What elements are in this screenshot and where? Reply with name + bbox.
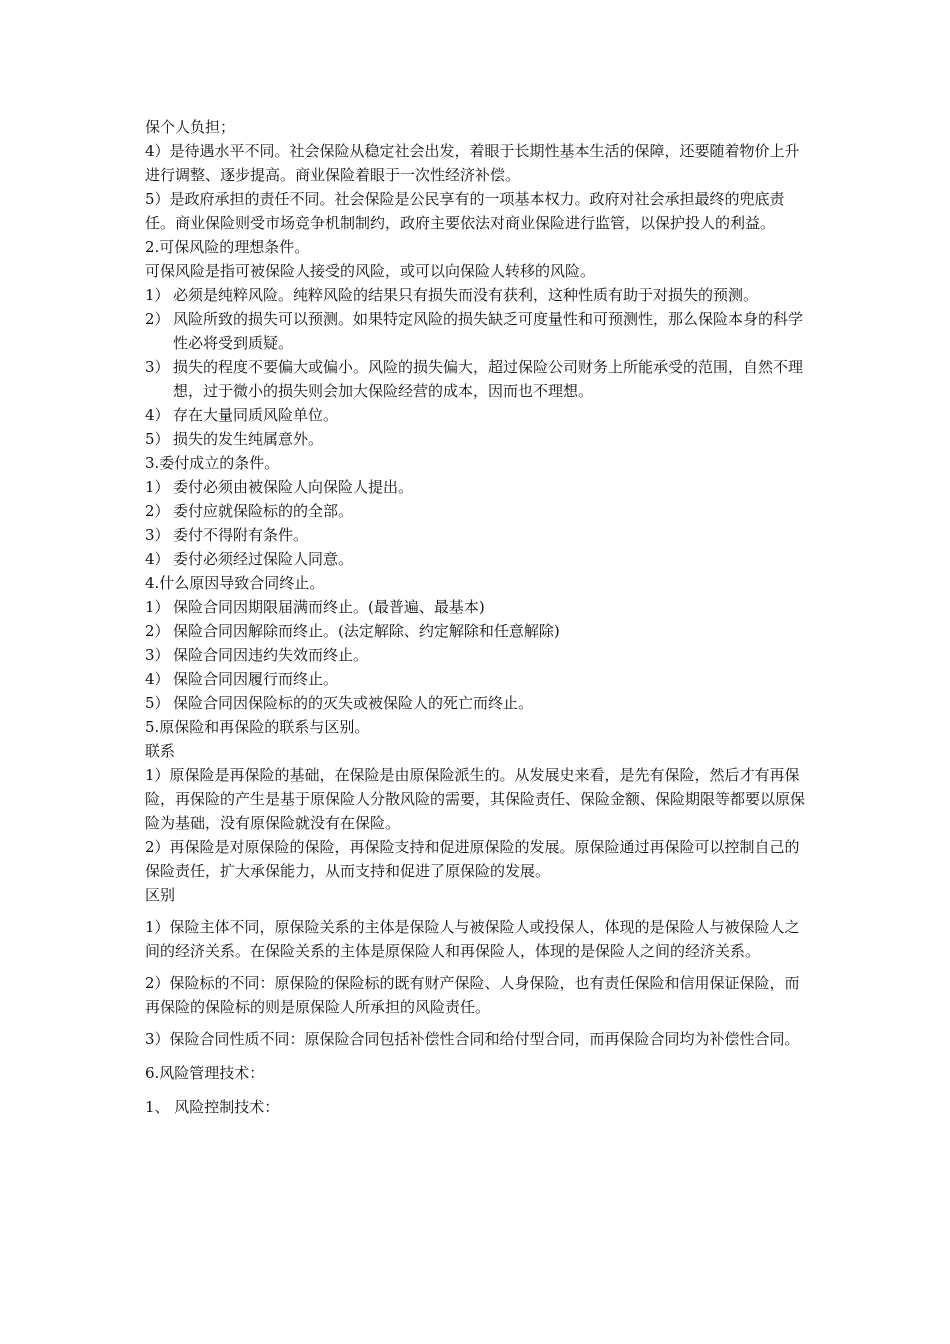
list-item: 4） 委付必须经过保险人同意。 — [145, 550, 354, 568]
difference-item: 2）保险标的不同：原保险的保险标的既有财产保险、人身保险，也有责任保险和信用保证保险，而再保险的保险标的则是原保险人所承担的风险责任。 — [145, 974, 800, 1016]
list-item: 1） 必须是纯粹风险。纯粹风险的结果只有损失而没有获利，这种性质有助于对损失的预测。 — [145, 286, 759, 304]
list-item: 2） 委付应就保险标的的全部。 — [145, 502, 354, 520]
intro-tail: 保个人负担； — [145, 118, 236, 136]
list-item: 4） 存在大量同质风险单位。 — [145, 406, 339, 424]
list-item: 5） 损失的发生纯属意外。 — [145, 430, 324, 448]
document-page — [145, 115, 810, 1119]
section-2-definition: 可保风险是指可被保险人接受的风险，或可以向保险人转移的风险。 — [145, 262, 596, 280]
relation-item: 1）原保险是再保险的基础，在保险是由原保险派生的。从发展史来看，是先有保险，然后才有再保险，再保险的产生是基于原保险人分散风险的需要，其保险责任、保险金额、保险期限等都要以原保险为基础，没有原保险就没有在保险。 — [145, 766, 806, 832]
list-item: 5） 保险合同因保险标的的灭失或被保险人的死亡而终止。 — [145, 694, 534, 712]
list-item: 1） 保险合同因期限届满而终止。(最普遍、最基本) — [145, 598, 485, 616]
list-item: 2） 风险所致的损失可以预测。如果特定风险的损失缺乏可度量性和可预测性，那么保险本身的科学性必将受到质疑。 — [145, 310, 804, 352]
diff-item-5: 5）是政府承担的责任不同。社会保险是公民享有的一项基本权力。政府对社会承担最终的兜底责任。商业保险则受市场竞争机制制约，政府主要依法对商业保险进行监管，以保护投人的利益。 — [145, 190, 785, 232]
list-item: 3） 损失的程度不要偏大或偏小。风险的损失偏大，超过保险公司财务上所能承受的范围，自然不理想，过于微小的损失则会加大保险经营的成本，因而也不理想。 — [145, 358, 804, 400]
section-6-title: 6.风险管理技术： — [145, 1064, 265, 1082]
diff-item-4: 4）是待遇水平不同。社会保险从稳定社会出发，着眼于长期性基本生活的保障，还要随着物价上升进行调整、逐步提高。商业保险着眼于一次性经济补偿。 — [145, 142, 800, 184]
difference-heading: 区别 — [145, 886, 176, 904]
list-item: 3） 委付不得附有条件。 — [145, 526, 309, 544]
section-4-title: 4.什么原因导致合同终止。 — [145, 574, 325, 592]
list-item: 3） 保险合同因违约失效而终止。 — [145, 646, 369, 664]
relation-item: 2）再保险是对原保险的保险，再保险支持和促进原保险的发展。原保险通过再保险可以控制自己的保险责任，扩大承保能力，从而支持和促进了原保险的发展。 — [145, 838, 800, 880]
list-item: 1） 委付必须由被保险人向保险人提出。 — [145, 478, 414, 496]
list-item: 4） 保险合同因履行而终止。 — [145, 670, 339, 688]
difference-item: 3）保险合同性质不同：原保险合同包括补偿性合同和给付型合同，而再保险合同均为补偿性合同。 — [145, 1030, 800, 1048]
section-6-first-item: 1、 风险控制技术： — [145, 1098, 280, 1116]
section-3-title: 3.委付成立的条件。 — [145, 454, 280, 472]
relation-heading: 联系 — [145, 742, 176, 760]
difference-item: 1）保险主体不同，原保险关系的主体是保险人与被保险人或投保人，体现的是保险人与被保险人之间的经济关系。在保险关系的主体是原保险人和再保险人，体现的是保险人之间的经济关系。 — [145, 918, 800, 960]
section-2-title: 2.可保风险的理想条件。 — [145, 238, 310, 256]
list-item: 2） 保险合同因解除而终止。(法定解除、约定解除和任意解除) — [145, 622, 560, 640]
section-5-title: 5.原保险和再保险的联系与区别。 — [145, 718, 370, 736]
